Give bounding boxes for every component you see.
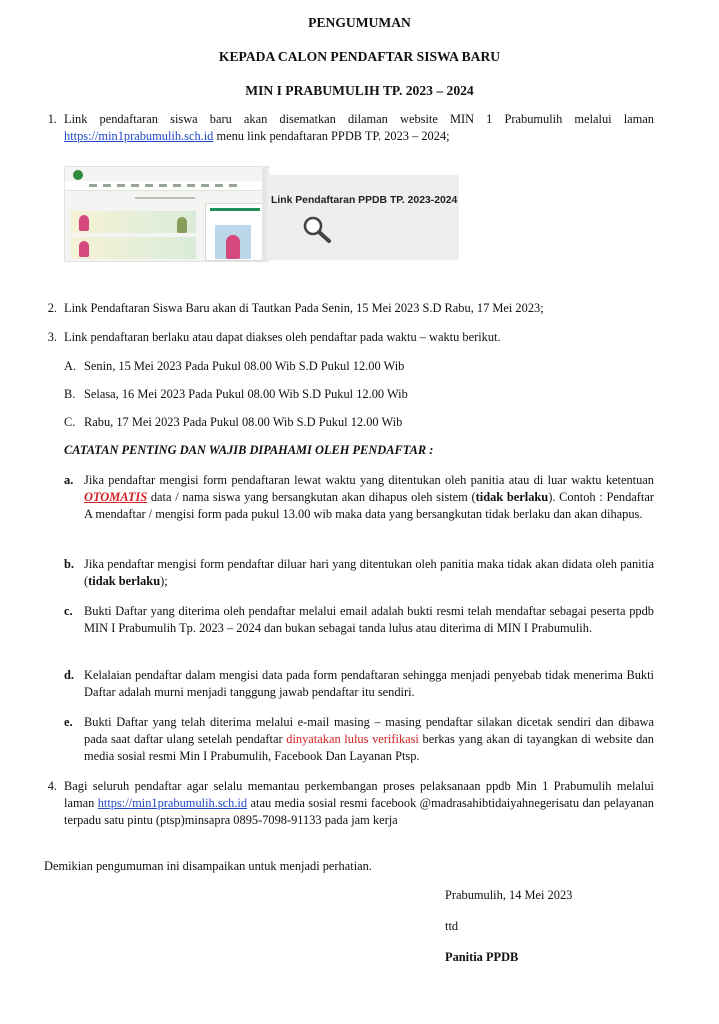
item-3-number: 3. [47, 330, 57, 344]
note-a-marker: a. [64, 473, 74, 487]
institution-year-line: MIN I PRABUMULIH TP. 2023 – 2024 [245, 83, 474, 98]
item-4-text: Bagi seluruh pendaftar agar selalu memantau perkembangan proses pelaksanaan ppdb Min 1 Prabumulih melalui laman https://min1prabumulih.sch.id atau media sosial resmi facebook @madrasahibtidaiyahnegerisatu dan pelayanan terpadu satu pintu (ptsp)minsapra 0895-7098-91133 pada jam kerja [64, 779, 654, 827]
note-c-marker: c. [64, 604, 73, 618]
website-link[interactable]: https://min1prabumulih.sch.id [64, 129, 214, 143]
ppdb-link-panel [267, 175, 459, 260]
item-2-text: Link Pendaftaran Siswa Baru akan di Tautkan Pada Senin, 15 Mei 2023 S.D Rabu, 17 Mei 2023; [64, 301, 544, 315]
place-date: Prabumulih, 14 Mei 2023 [445, 888, 573, 902]
item-4-number: 4. [47, 779, 57, 793]
website-banner [71, 237, 196, 259]
schedule-item: Senin, 15 Mei 2023 Pada Pukul 08.00 Wib S.D Pukul 12.00 Wib [84, 359, 405, 373]
announcement-title: PENGUMUMAN [308, 15, 411, 30]
note-e-marker: e. [64, 715, 73, 729]
person-icon [177, 217, 187, 233]
closing-statement: Demikian pengumuman ini disampaikan untuk menjadi perhatian. [44, 859, 372, 873]
note-b-marker: b. [64, 557, 74, 571]
person-icon [79, 241, 89, 257]
website-screenshot-image [64, 166, 269, 262]
note-d-marker: d. [64, 668, 74, 682]
schedule-marker: B. [64, 387, 76, 401]
magnifier-icon [300, 214, 334, 244]
otomatis-emphasis: OTOMATIS [84, 490, 148, 504]
madrasah-logo-icon [73, 170, 83, 180]
schedule-item: Selasa, 16 Mei 2023 Pada Pukul 08.00 Wib S.D Pukul 12.00 Wib [84, 387, 408, 401]
tidak-berlaku-bold: tidak berlaku [88, 574, 161, 588]
note-a-text: Jika pendaftar mengisi form pendaftaran lewat waktu yang ditentukan oleh panitia atau di luar waktu ketentuan OTOMATIS data / nama siswa yang bersangkutan akan dihapus oleh sistem (tidak berlaku). Contoh : Pendaftar A mendaftar / mengisi form pada pukul 13.00 wib maka data yang bersangkutan tidak berlaku dan akan dihapus. [84, 473, 654, 521]
item-3-text: Link pendaftaran berlaku atau dapat diakses oleh pendaftar pada waktu – waktu berikut. [64, 330, 501, 344]
item-1-number: 1. [47, 112, 57, 126]
note-c-text: Bukti Daftar yang diterima oleh pendaftar melalui email adalah bukti resmi telah mendaftar sebagai peserta ppdb MIN I Prabumulih Tp. 2023 – 2024 dan bukan sebagai tanda lulus atau diterima di MIN I Prabumulih. [84, 604, 654, 635]
notes-heading: CATATAN PENTING DAN WAJIB DIPAHAMI OLEH PENDAFTAR : [64, 443, 434, 457]
person-icon [79, 215, 89, 231]
person-icon [226, 235, 240, 259]
ttd-label: ttd [445, 919, 459, 933]
signer-name: Panitia PPDB [445, 950, 519, 964]
item-2-number: 2. [47, 301, 57, 315]
lulus-verifikasi-highlight: dinyatakan lulus verifikasi [286, 732, 419, 746]
ppdb-link-panel-label: Link Pendaftaran PPDB TP. 2023-2024 [271, 195, 458, 206]
schedule-marker: C. [64, 415, 76, 429]
note-b-text: Jika pendaftar mengisi form pendaftar diluar hari yang ditentukan oleh panitia maka tidak akan didata oleh panitia (tidak berlaku); [84, 557, 654, 588]
item-1-text-a: Link pendaftaran siswa baru akan disematkan dilaman website MIN 1 Prabumulih melalui laman [64, 112, 654, 126]
schedule-marker: A. [64, 359, 77, 373]
website-link[interactable]: https://min1prabumulih.sch.id [97, 796, 248, 810]
announcement-subtitle: KEPADA CALON PENDAFTAR SISWA BARU [218, 49, 501, 64]
note-e-text: Bukti Daftar yang telah diterima melalui e-mail masing – masing pendaftar silakan dicetak sendiri dan dibawa pada saat daftar ulang setelah pendaftar dinyatakan lulus verifikasi berkas yang akan di tayangkan di website dan media sosial resmi Min I Prabumulih, Facebook Dan Layanan Ptsp. [84, 715, 654, 763]
note-d-text: Kelalaian pendaftar dalam mengisi data pada form pendaftaran sehingga menjadi penyebab tidak menerima Bukti Daftar adalah murni menjadi tanggung jawab pendaftar itu sendiri. [84, 668, 654, 699]
tidak-berlaku-bold: tidak berlaku [475, 490, 549, 504]
item-1-text [64, 111, 654, 145]
item-1-text-b: menu link pendaftaran PPDB TP. 2023 – 2024; [213, 129, 450, 143]
schedule-item: Rabu, 17 Mei 2023 Pada Pukul 08.00 Wib S.D Pukul 12.00 Wib [84, 415, 403, 429]
